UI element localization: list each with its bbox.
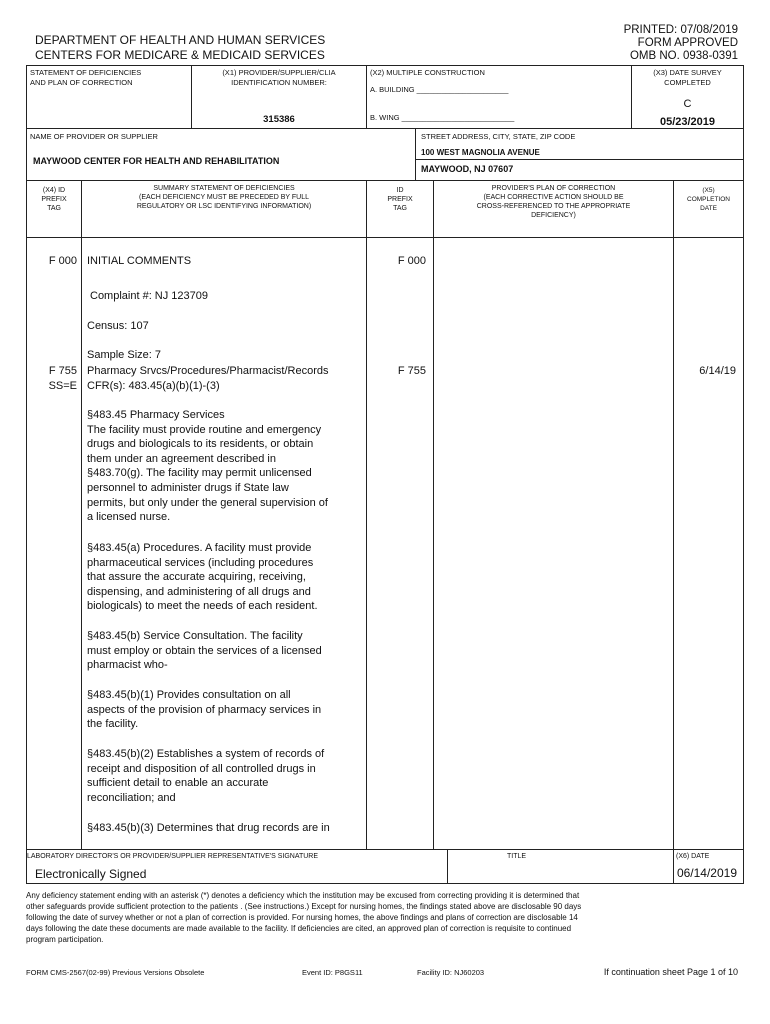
form-number: FORM CMS-2567(02-99) Previous Versions Obsolete [26, 968, 205, 977]
omb-number: OMB NO. 0938-0391 [629, 50, 738, 62]
survey-code: C [683, 98, 692, 110]
facility-id: Facility ID: NJ60203 [417, 968, 485, 977]
paragraph-483-45: §483.45 Pharmacy Services The facility must provide routine and emergency drugs and biologicals to its residents, or obtain them under an agreement described in §483.70(g). The facility may permit unlicensed personnel to administer drugs if State law permits, but only under the general supervision of a licensed nurse. [87, 409, 328, 524]
paragraph-483-45-b-3: §483.45(b)(3) Determines that drug records are in [87, 822, 330, 834]
survey-completed-date: 05/23/2019 [659, 116, 716, 128]
f755-completion-date: 6/14/19 [699, 365, 736, 377]
form-approved: FORM APPROVED [637, 37, 738, 49]
x5-header: (X5) COMPLETION DATE [687, 187, 730, 212]
x2-building: A. BUILDING ______________________ [370, 85, 509, 94]
signature-date: 06/14/2019 [676, 866, 737, 880]
x2-label: (X2) MULTIPLE CONSTRUCTION [370, 68, 485, 77]
census: Census: 107 [87, 320, 149, 332]
x3-label: (X3) DATE SURVEY COMPLETED [653, 68, 722, 87]
initial-comments-heading: INITIAL COMMENTS [87, 255, 192, 267]
tag-f755: F 755 SS=E [48, 365, 77, 392]
plan-header: PROVIDER'S PLAN OF CORRECTION (EACH CORRECTIVE ACTION SHOULD BE CROSS-REFERENCED TO THE APPROPRIATE DEFICIENCY) [476, 185, 631, 219]
paragraph-483-45-b-2: §483.45(b)(2) Establishes a system of records of receipt and disposition of all controlled drugs in sufficient detail to enable an accurate reconciliation; and [87, 748, 325, 804]
agency-header [35, 33, 325, 63]
x2-wing: B. WING ___________________________ [370, 113, 515, 122]
signature-label: LABORATORY DIRECTOR'S OR PROVIDER/SUPPLIER REPRESENTATIVE'S SIGNATURE [27, 853, 319, 860]
complaint-number: Complaint #: NJ 123709 [90, 290, 209, 302]
event-id: Event ID: P8GS11 [302, 968, 363, 977]
title-label: TITLE [507, 853, 527, 860]
address-line-1: 100 WEST MAGNOLIA AVENUE [421, 148, 540, 157]
tag-f000: F 000 [48, 255, 77, 267]
statement-label: STATEMENT OF DEFICIENCIES AND PLAN OF CORRECTION [30, 68, 142, 87]
provider-name: MAYWOOD CENTER FOR HEALTH AND REHABILITATION [33, 156, 280, 166]
f755-title: Pharmacy Srvcs/Procedures/Pharmacist/Records CFR(s): 483.45(a)(b)(1)-(3) [87, 365, 329, 392]
tag-f755-right: F 755 [397, 365, 426, 377]
paragraph-483-45-a: §483.45(a) Procedures. A facility must provide pharmaceutical services (including procedures that assure the accurate acquiring, receiving, dispensing, and administering of all drugs and biologicals) to meet the needs of each resident. [87, 542, 318, 613]
x1-label: (X1) PROVIDER/SUPPLIER/CLIA IDENTIFICATION NUMBER: [222, 68, 336, 87]
signature-value: Electronically Signed [35, 867, 147, 881]
provider-name-label: NAME OF PROVIDER OR SUPPLIER [30, 132, 158, 141]
paragraph-483-45-b: §483.45(b) Service Consultation. The facility must employ or obtain the services of a licensed pharmacist who- [87, 630, 322, 672]
form-approval-block [624, 24, 738, 63]
disclaimer-text: Any deficiency statement ending with an asterisk (*) denotes a deficiency which the institution may be excused from correcting providing it is determined that other safeguards provide sufficient protection to the patients . (See instructions.) Except for nursing homes, the findings stated above are disclosable 90 days following the date of survey whether or not a plan of correction is provided. For nursing homes, the above findings and plans of correction are disclosable 14 days following the date these documents are made available to the facility. If deficiencies are cited, an approved plan of correction is requisite to continued program participation. [26, 891, 582, 944]
sample-size: Sample Size: 7 [87, 349, 161, 361]
provider-id-number: 315386 [263, 114, 295, 125]
printed-date: PRINTED: 07/08/2019 [623, 24, 738, 36]
agency-line-1: DEPARTMENT OF HEALTH AND HUMAN SERVICES [35, 33, 326, 47]
id-header: ID PREFIX TAG [387, 187, 413, 212]
summary-header: SUMMARY STATEMENT OF DEFICIENCIES (EACH DEFICIENCY MUST BE PRECEDED BY FULL REGULATORY OR LSC IDENTIFYING INFORMATION) [136, 185, 312, 210]
page-indicator: If continuation sheet Page 1 of 10 [603, 967, 738, 977]
x4-header: (X4) ID PREFIX TAG [41, 187, 67, 212]
agency-line-2: CENTERS FOR MEDICARE & MEDICAID SERVICES [35, 48, 325, 62]
signature-date-label: (X6) DATE [676, 853, 710, 860]
tag-f000-right: F 000 [397, 255, 426, 267]
address-label: STREET ADDRESS, CITY, STATE, ZIP CODE [421, 132, 576, 141]
paragraph-483-45-b-1: §483.45(b)(1) Provides consultation on all aspects of the provision of pharmacy services in the facility. [87, 689, 322, 731]
address-line-2: MAYWOOD, NJ 07607 [421, 164, 514, 174]
